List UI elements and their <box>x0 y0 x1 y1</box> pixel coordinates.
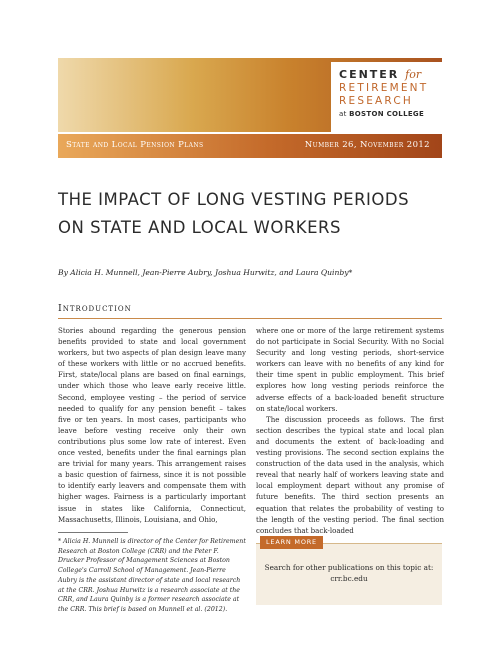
logo-line-center: CENTER for <box>339 68 422 81</box>
learn-more-box <box>256 538 442 605</box>
body-paragraph: Stories abound regarding the generous pension benefits provided to state and local government workers, but two aspects of plan design leave many of these workers with little or no accrued benefits. First, state/local plans are based on final earnings, under which those who leave early receive little. Second, employee vesting – the period of service needed to qualify for any pension benefit – takes five or ten years. In most cases, participants who leave before vesting receive only their own contributions plus some low rate of interest. Even once vested, benefits under the final earnings plan are trivial for many years. This arrangement raises a basic question of fairness, since it is not possible to identify early leavers and compensate them with higher wages. Fairness is a particularly important issue in states like California, Connecticut, Massachusetts, Illinois, Louisiana, and Ohio, <box>58 326 246 524</box>
logo-line-retirement: RETIREMENT <box>339 82 429 94</box>
page-title <box>58 186 458 242</box>
website-link[interactable]: crr.bc.edu <box>330 574 368 583</box>
title-line-1: THE IMPACT OF LONG VESTING PERIODS <box>58 190 410 209</box>
learn-more-text: Search for other publications on this topic at: crr.bc.edu <box>264 563 434 583</box>
footnote-rule <box>58 532 128 533</box>
body-paragraph: The discussion proceeds as follows. The first section describes the typical state and local plan and documents the extent of back-loading and vesting provisions. The second section explains the construction of the data used in the analysis, which reveal that nearly half of workers leaving state and local employment depart without any promise of future benefits. The third section presents an equation that relates the probability of vesting to the length of the vesting period. The final section concludes that back-loaded <box>256 414 444 535</box>
learn-more-tab: LEARN MORE <box>260 536 323 549</box>
author-footnote: * Alicia H. Munnell is director of the Center for Retirement Research at Boston College (CRR) and the Peter F. Drucker Professor of Management Sciences at Boston College's Carroll School of Management. Jean-Pierre Aubry is the assistant director of state and local research at the CRR. Joshua Hurwitz is a research associate at the CRR, and Laura Quinby is a former research associate at the CRR. This brief is based on Munnell et al. (2012). <box>58 538 246 613</box>
section-heading: Introduction <box>58 303 132 314</box>
authors-byline: By Alicia H. Munnell, Jean-Pierre Aubry, Joshua Hurwitz, and Laura Quinby* <box>58 268 353 277</box>
title-line-2: ON STATE AND LOCAL WORKERS <box>58 218 341 237</box>
series-name: State and Local Pension Plans <box>66 140 204 150</box>
body-column-right <box>256 325 444 536</box>
body-column-left <box>58 325 246 525</box>
logo-line-boston-college: at BOSTON COLLEGE <box>339 110 425 118</box>
series-bar <box>58 134 442 158</box>
crr-logo <box>331 62 442 132</box>
section-rule <box>58 318 442 319</box>
body-paragraph: where one or more of the large retirement systems do not participate in Social Security. With no Social Security and long vesting periods, short-service workers can leave with no benefits of any kind for their time spent in public employment. This brief explores how long vesting periods reinforce the adverse effects of a back-loaded benefit structure on state/local workers. <box>256 326 444 413</box>
logo-line-research: RESEARCH <box>339 95 414 107</box>
issue-number: Number 26, November 2012 <box>304 140 430 150</box>
